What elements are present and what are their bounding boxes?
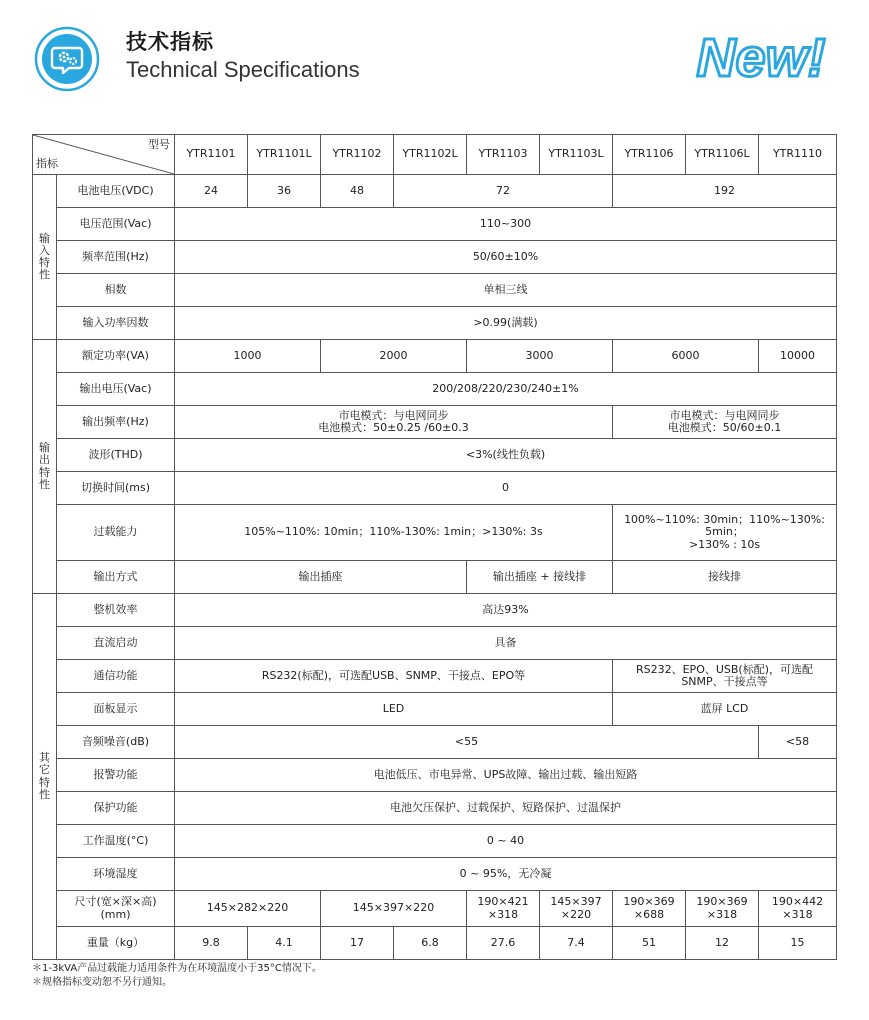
- param-label: 报警功能: [57, 759, 175, 792]
- value-cell: 51: [613, 927, 686, 960]
- value-cell: 12: [686, 927, 759, 960]
- value-cell: 145×397×220: [321, 891, 467, 927]
- param-label: 面板显示: [57, 693, 175, 726]
- value-cell: 190×421 ×318: [467, 891, 540, 927]
- value-cell: 36: [248, 175, 321, 208]
- value-cell: 蓝屏 LCD: [613, 693, 837, 726]
- param-label: 过载能力: [57, 505, 175, 561]
- value-cell: 192: [613, 175, 837, 208]
- table-row: [33, 594, 837, 627]
- title-english: Technical Specifications: [126, 57, 360, 82]
- title-chinese: 技术指标: [126, 30, 214, 54]
- param-label: 输出电压(Vac): [57, 373, 175, 406]
- value-cell: 单相三线: [175, 274, 837, 307]
- value-line: SNMP、干接点等: [681, 675, 768, 688]
- param-label: 电压范围(Vac): [57, 208, 175, 241]
- value-cell: 4.1: [248, 927, 321, 960]
- settings-chat-icon: [34, 26, 100, 92]
- param-label-line: 尺寸(宽×深×高): [74, 895, 157, 909]
- param-label: 波形(THD): [57, 439, 175, 472]
- value-cell: [613, 406, 837, 439]
- header-row: [33, 135, 837, 175]
- table-row: [33, 505, 837, 561]
- param-label: 工作温度(°C): [57, 825, 175, 858]
- param-label: 重量（kg）: [57, 927, 175, 960]
- value-cell: 10000: [759, 340, 837, 373]
- model-header: YTR1106L: [686, 135, 759, 175]
- model-header: YTR1101: [175, 135, 248, 175]
- value-cell: 48: [321, 175, 394, 208]
- model-header: YTR1103L: [540, 135, 613, 175]
- param-label: 额定功率(VA): [57, 340, 175, 373]
- value-cell: 27.6: [467, 927, 540, 960]
- table-row: [33, 660, 837, 693]
- value-line: 电池模式：50/60±0.1: [667, 421, 782, 434]
- value-cell: 高达93%: [175, 594, 837, 627]
- value-cell: 145×282×220: [175, 891, 321, 927]
- param-label: 整机效率: [57, 594, 175, 627]
- value-cell: 0: [175, 472, 837, 505]
- value-cell: 电池低压、市电异常、UPS故障、输出过载、输出短路: [175, 759, 837, 792]
- value-line: 市电模式：与电网同步: [669, 408, 780, 422]
- value-cell: 3000: [467, 340, 613, 373]
- footnotes: [32, 962, 322, 990]
- param-label: 通信功能: [57, 660, 175, 693]
- param-label: 切换时间(ms): [57, 472, 175, 505]
- value-cell: 200/208/220/230/240±1%: [175, 373, 837, 406]
- table-row: [33, 406, 837, 439]
- value-cell: 输出插座 + 接线排: [467, 561, 613, 594]
- table-row: [33, 208, 837, 241]
- new-badge-logo: [686, 24, 836, 86]
- param-label: 相数: [57, 274, 175, 307]
- param-label: 频率范围(Hz): [57, 241, 175, 274]
- value-cell: [175, 406, 613, 439]
- value-line: 100%~110%: 30min；110%~130%:: [624, 513, 825, 527]
- param-label: 环境湿度: [57, 858, 175, 891]
- value-cell: 105%~110%: 10min；110%-130%: 1min；>130%: 3s: [175, 505, 613, 561]
- value-cell: 9.8: [175, 927, 248, 960]
- table-row: [33, 693, 837, 726]
- value-line: RS232、EPO、USB(标配)，可选配: [635, 662, 814, 676]
- param-label: 保护功能: [57, 792, 175, 825]
- value-line: 5min；: [705, 525, 744, 539]
- value-cell: 接线排: [613, 561, 837, 594]
- value-cell: 输出插座: [175, 561, 467, 594]
- value-cell: RS232(标配)，可选配USB、SNMP、干接点、EPO等: [175, 660, 613, 693]
- value-cell: 50/60±10%: [175, 241, 837, 274]
- param-label: 直流启动: [57, 627, 175, 660]
- value-cell: 6000: [613, 340, 759, 373]
- value-cell: 1000: [175, 340, 321, 373]
- param-label: 输出方式: [57, 561, 175, 594]
- table-row: [33, 340, 837, 373]
- value-cell: 7.4: [540, 927, 613, 960]
- param-label: 音频噪音(dB): [57, 726, 175, 759]
- param-label: [57, 891, 175, 927]
- model-header: YTR1102L: [394, 135, 467, 175]
- value-cell: 17: [321, 927, 394, 960]
- param-label: 输出频率(Hz): [57, 406, 175, 439]
- table-row: [33, 891, 837, 927]
- footnote: ＊规格指标变动恕不另行通知。: [32, 977, 172, 988]
- value-cell: <55: [175, 726, 759, 759]
- new-badge-text: New!: [696, 28, 826, 86]
- value-cell: 190×442 ×318: [759, 891, 837, 927]
- value-line: >130% : 10s: [688, 537, 761, 551]
- group-input: 输 入 特 性: [33, 175, 57, 340]
- value-cell: >0.99(满载): [175, 307, 837, 340]
- corner-model-label: 型号: [148, 138, 170, 151]
- value-cell: 0 ~ 95%，无冷凝: [175, 858, 837, 891]
- table-row: [33, 307, 837, 340]
- value-cell: 2000: [321, 340, 467, 373]
- value-cell: <3%(线性负载): [175, 439, 837, 472]
- table-row: [33, 627, 837, 660]
- table-row: [33, 927, 837, 960]
- footnote: ＊1-3kVA产品过载能力适用条件为在环境温度小于35°C情况下。: [32, 963, 322, 974]
- model-header: YTR1110: [759, 135, 837, 175]
- group-other: 其 它 特 性: [33, 594, 57, 960]
- table-row: [33, 561, 837, 594]
- value-cell: 具备: [175, 627, 837, 660]
- model-header: YTR1103: [467, 135, 540, 175]
- param-label-line: (mm): [100, 907, 131, 921]
- table-row: [33, 792, 837, 825]
- table-row: [33, 759, 837, 792]
- corner-spec-label: 指标: [36, 156, 58, 170]
- value-cell: [613, 660, 837, 693]
- table-row: [33, 472, 837, 505]
- table-row: [33, 439, 837, 472]
- value-cell: 190×369 ×688: [613, 891, 686, 927]
- value-cell: <58: [759, 726, 837, 759]
- value-cell: 0 ~ 40: [175, 825, 837, 858]
- value-line: 市电模式：与电网同步: [338, 408, 449, 422]
- value-cell: 电池欠压保护、过载保护、短路保护、过温保护: [175, 792, 837, 825]
- model-header: YTR1101L: [248, 135, 321, 175]
- param-label: 输入功率因数: [57, 307, 175, 340]
- param-label: 电池电压(VDC): [57, 175, 175, 208]
- table-row: [33, 274, 837, 307]
- spec-table: [32, 134, 837, 960]
- value-cell: 24: [175, 175, 248, 208]
- model-header: YTR1102: [321, 135, 394, 175]
- value-cell: LED: [175, 693, 613, 726]
- value-line: 电池模式：50±0.25 /60±0.3: [318, 421, 469, 434]
- table-row: [33, 241, 837, 274]
- value-cell: 190×369 ×318: [686, 891, 759, 927]
- table-row: [33, 373, 837, 406]
- value-cell: 110~300: [175, 208, 837, 241]
- value-cell: [613, 505, 837, 561]
- value-cell: 15: [759, 927, 837, 960]
- value-cell: 72: [394, 175, 613, 208]
- table-row: [33, 825, 837, 858]
- value-cell: 145×397 ×220: [540, 891, 613, 927]
- corner-cell: [33, 135, 175, 175]
- table-row: [33, 858, 837, 891]
- group-output: 输 出 特 性: [33, 340, 57, 594]
- table-row: [33, 175, 837, 208]
- model-header: YTR1106: [613, 135, 686, 175]
- value-cell: 6.8: [394, 927, 467, 960]
- table-row: [33, 726, 837, 759]
